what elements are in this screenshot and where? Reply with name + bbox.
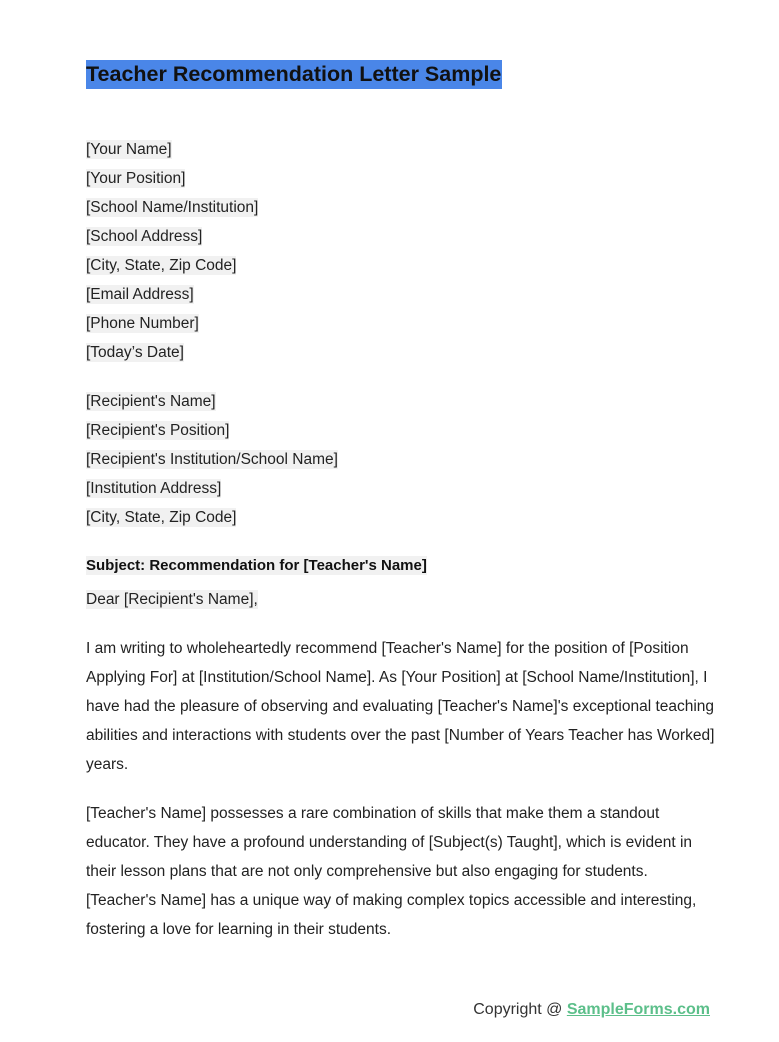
sender-date-line: [Today’s Date] (86, 344, 184, 361)
sender-address-block (86, 135, 258, 367)
copyright-prefix: Copyright @ (473, 1001, 567, 1018)
recipient-position-line: [Recipient's Position] (86, 422, 230, 439)
copyright-footer (473, 996, 710, 1024)
sender-city-line: [City, State, Zip Code] (86, 257, 237, 274)
sender-school-line: [School Name/Institution] (86, 199, 259, 216)
recipient-name-line: [Recipient's Name] (86, 393, 216, 410)
sender-phone-line: [Phone Number] (86, 315, 199, 332)
sender-address-line: [School Address] (86, 228, 203, 245)
recipient-institution-line: [Recipient's Institution/School Name] (86, 451, 338, 468)
body-paragraph-2: [Teacher's Name] possesses a rare combination of skills that make them a standout educator. They have a profound understanding of [Subject(s) Taught], which is evident in their lesson plans that are not only comprehensive but also engaging for students. [Teacher's Name] has a unique way of making complex topics accessible and interesting, fostering a love for learning in their students. (86, 805, 697, 938)
body-paragraph-1: I am writing to wholeheartedly recommend [Teacher's Name] for the position of [Position Applying For] at [Institution/School Name]. As [Your Position] at [School Name/Institution], I have had the pleasure of observing and evaluating [Teacher's Name]'s exceptional teaching abilities and interactions with students over the past [Number of Years Teacher has Worked] years. (86, 640, 715, 773)
recipient-address-block (86, 387, 338, 532)
recipient-city-line: [City, State, Zip Code] (86, 509, 237, 526)
subject-line: Subject: Recommendation for [Teacher's Name] (86, 557, 427, 574)
sender-email-line: [Email Address] (86, 286, 194, 303)
sender-name-line: [Your Name] (86, 141, 172, 158)
greeting-line: Dear [Recipient's Name], (86, 591, 258, 608)
page-title: Teacher Recommendation Letter Sample (86, 60, 502, 89)
recipient-address-line: [Institution Address] (86, 480, 222, 497)
brand-link[interactable]: SampleForms.com (566, 1001, 710, 1018)
sender-position-line: [Your Position] (86, 170, 186, 187)
